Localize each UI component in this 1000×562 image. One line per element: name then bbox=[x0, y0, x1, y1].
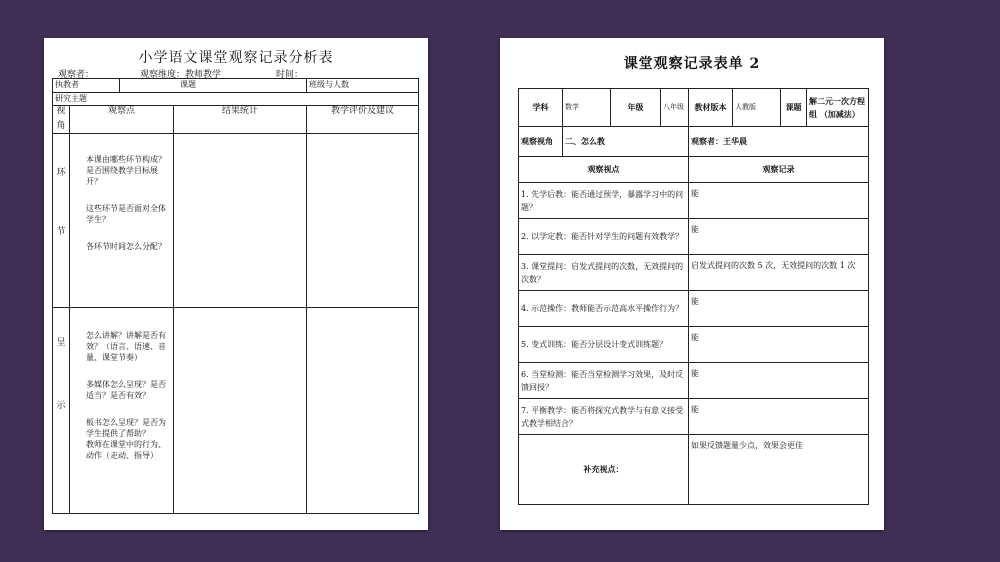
observation-point: 5. 变式训练：能否分层设计变式训练题？ bbox=[519, 327, 689, 363]
version-value: 人教版 bbox=[733, 89, 781, 127]
angle-value: 二、怎么教 bbox=[563, 127, 689, 157]
observation-record: 能 bbox=[689, 291, 869, 327]
subject-label: 学科 bbox=[519, 89, 563, 127]
section-char-2: 节 bbox=[56, 227, 66, 237]
left-form-title: 小学语文课堂观察记录分析表 bbox=[138, 50, 334, 66]
section-label-cell bbox=[53, 308, 70, 514]
research-topic-label: 研究主题 bbox=[55, 94, 87, 103]
view-header-cell bbox=[53, 106, 70, 134]
left-form bbox=[44, 38, 428, 530]
class-cell bbox=[307, 79, 419, 93]
table-row bbox=[519, 291, 869, 327]
question-text: 板书怎么呈现？是否为学生提供了帮助？ 教师在课堂中的行为、动作（走动、指导） bbox=[86, 418, 166, 460]
right-form-table bbox=[518, 88, 869, 505]
stats-cell bbox=[174, 308, 307, 514]
point-header: 观察点 bbox=[70, 106, 174, 134]
table-row bbox=[519, 255, 869, 291]
observation-record: 启发式提问的次数 5 次，无效提问的次数 1 次 bbox=[689, 255, 869, 291]
observation-point: 2. 以学定教：能否针对学生的问题有效教学？ bbox=[519, 219, 689, 255]
record-column-header: 观察记录 bbox=[689, 157, 869, 183]
supplement-value: 如果反馈题量少点，效果会更佳 bbox=[689, 435, 869, 505]
section-char-2: 示 bbox=[56, 401, 66, 411]
teacher-cell bbox=[53, 79, 120, 93]
observation-record: 能 bbox=[689, 399, 869, 435]
topic-label: 课题 bbox=[180, 80, 196, 89]
class-label: 班级与人数 bbox=[309, 80, 349, 89]
stats-cell bbox=[174, 134, 307, 308]
dimension-label: 观察维度：教师教学 bbox=[140, 70, 222, 80]
observer-value: 观察者：王华晨 bbox=[689, 127, 869, 157]
question-text: 怎么讲解？讲解是否有效？（语言、语速、音量、课堂节奏） bbox=[86, 331, 166, 362]
right-form bbox=[500, 38, 884, 530]
question-text: 这些环节是否面对全体学生？ bbox=[86, 204, 166, 224]
right-form-title: 课堂观察记录表单 2 bbox=[623, 56, 761, 72]
view-header-b: 角 bbox=[56, 121, 66, 131]
section-char-1: 呈 bbox=[56, 338, 66, 348]
observation-record: 能 bbox=[689, 327, 869, 363]
table-row bbox=[519, 183, 869, 219]
eval-cell bbox=[307, 308, 419, 514]
grade-label: 年级 bbox=[611, 89, 661, 127]
table-row bbox=[519, 363, 869, 399]
research-topic-cell bbox=[53, 93, 419, 106]
table-row bbox=[519, 399, 869, 435]
table-row bbox=[519, 219, 869, 255]
point-column-header: 观察视点 bbox=[519, 157, 689, 183]
section-label-cell bbox=[53, 134, 70, 308]
view-header-a: 视 bbox=[56, 106, 66, 116]
eval-cell bbox=[307, 134, 419, 308]
observation-point: 4. 示范操作：教师能否示范高水平操作行为？ bbox=[519, 291, 689, 327]
table-row bbox=[519, 327, 869, 363]
observation-record: 能 bbox=[689, 363, 869, 399]
question-text: 本课由哪些环节构成？是否围绕教学目标展开？ bbox=[86, 155, 166, 186]
subject-value: 数学 bbox=[563, 89, 611, 127]
stats-header: 结果统计 bbox=[174, 106, 307, 134]
observation-point: 1. 先学后教：能否通过预学，暴露学习中的问题？ bbox=[519, 183, 689, 219]
time-label: 时间： bbox=[276, 70, 304, 80]
observation-record: 能 bbox=[689, 183, 869, 219]
observation-point: 3. 课堂提问：启发式提问的次数，无效提问的次数？ bbox=[519, 255, 689, 291]
supplement-label: 补充视点： bbox=[519, 435, 689, 505]
section-row bbox=[53, 308, 419, 514]
section-row bbox=[53, 134, 419, 308]
grade-value: 八年级 bbox=[661, 89, 689, 127]
section-questions bbox=[70, 134, 174, 308]
observation-rows bbox=[519, 183, 869, 435]
observer-label: 观察者： bbox=[58, 70, 95, 80]
left-form-table bbox=[52, 78, 419, 514]
version-label: 教材版本 bbox=[689, 89, 733, 127]
angle-label: 观察视角 bbox=[519, 127, 563, 157]
observation-point: 7. 平衡教学：能否将探究式教学与有意义接受式教学相结合？ bbox=[519, 399, 689, 435]
observation-point: 6. 当堂检测：能否当堂检测学习效果，及时反馈回授？ bbox=[519, 363, 689, 399]
topic-value: 解二元一次方程组 （加减法） bbox=[807, 89, 869, 127]
topic-label: 课题 bbox=[781, 89, 807, 127]
topic-cell bbox=[120, 79, 307, 93]
question-text: 各环节时间怎么分配？ bbox=[86, 242, 166, 251]
teacher-label: 执教者 bbox=[55, 80, 79, 89]
question-text: 多媒体怎么呈现？是否适当？是否有效？ bbox=[86, 380, 166, 400]
observation-record: 能 bbox=[689, 219, 869, 255]
section-questions bbox=[70, 308, 174, 514]
section-char-1: 环 bbox=[56, 168, 66, 178]
eval-header: 教学评价及建议 bbox=[307, 106, 419, 134]
